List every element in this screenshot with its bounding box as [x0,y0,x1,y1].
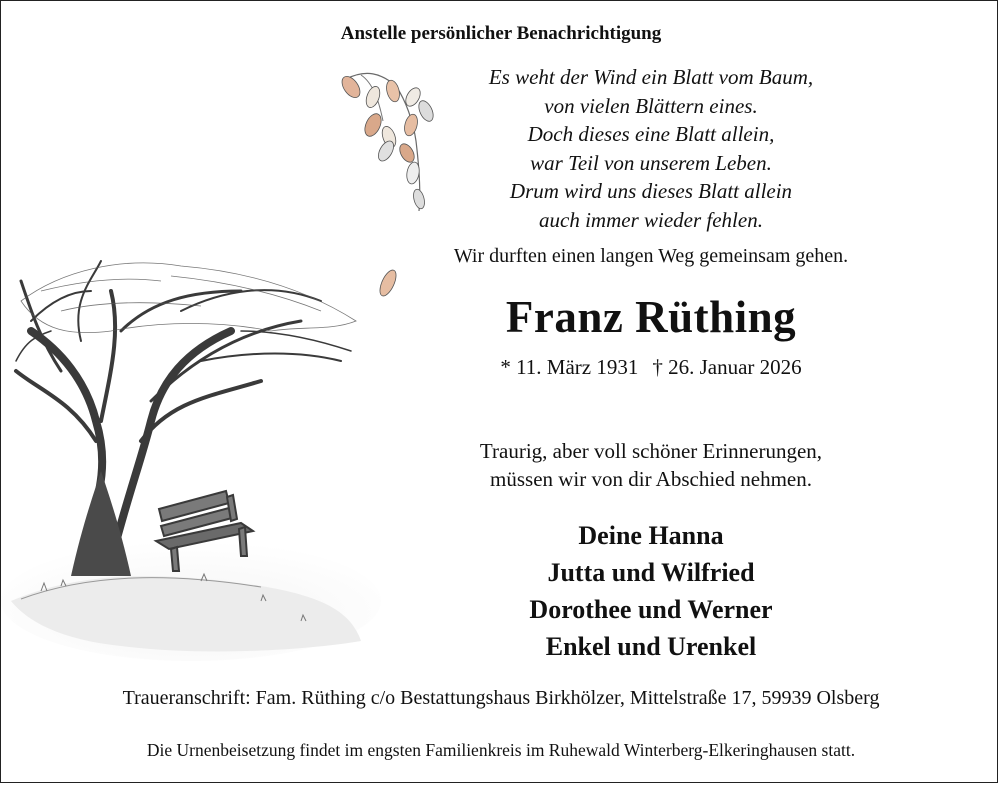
farewell-line: Traurig, aber voll schöner Erinnerungen, [479,439,823,463]
life-dates [381,355,921,380]
mourner-line: Dorothee und Werner [529,595,773,624]
poem-line: Es weht der Wind ein Blatt vom Baum, [488,65,814,89]
mourning-address: Traueranschrift: Fam. Rüthing c/o Bestattungshaus Birkhölzer, Mittelstraße 17, 59939 Olsberg [122,687,880,709]
poem-line: war Teil von unserem Leben. [530,150,772,175]
walk-text: Wir durften einen langen Weg gemeinsam gehen. [453,245,849,267]
mourners-list [381,517,921,665]
burial-notice: Die Urnenbeisetzung findet im engsten Familienkreis im Ruhewald Winterberg-Elkeringhausen statt. [146,740,856,760]
poem-line: auch immer wieder fehlen. [539,207,763,232]
farewell-line: müssen wir von dir Abschied nehmen. [490,467,812,491]
tree-with-bench-illustration [1,261,381,661]
mourner-line: Jutta und Wilfried [547,558,755,587]
mourner-line: Deine Hanna [578,521,724,550]
poem [421,63,881,234]
mourner-line: Enkel und Urenkel [545,632,757,661]
birth-date: * 11. März 1931 [500,355,639,379]
poem-line: von vielen Blättern eines. [544,93,758,118]
poem-line: Drum wird uns dieses Blatt allein [509,179,793,203]
deceased-name: Franz Rüthing [505,292,797,342]
poem-line: Doch dieses eine Blatt allein, [527,122,775,146]
death-date: † 26. Januar 2026 [652,355,802,379]
header-notice: Anstelle persönlicher Benachrichtigung [340,23,662,44]
farewell-text [381,437,921,493]
